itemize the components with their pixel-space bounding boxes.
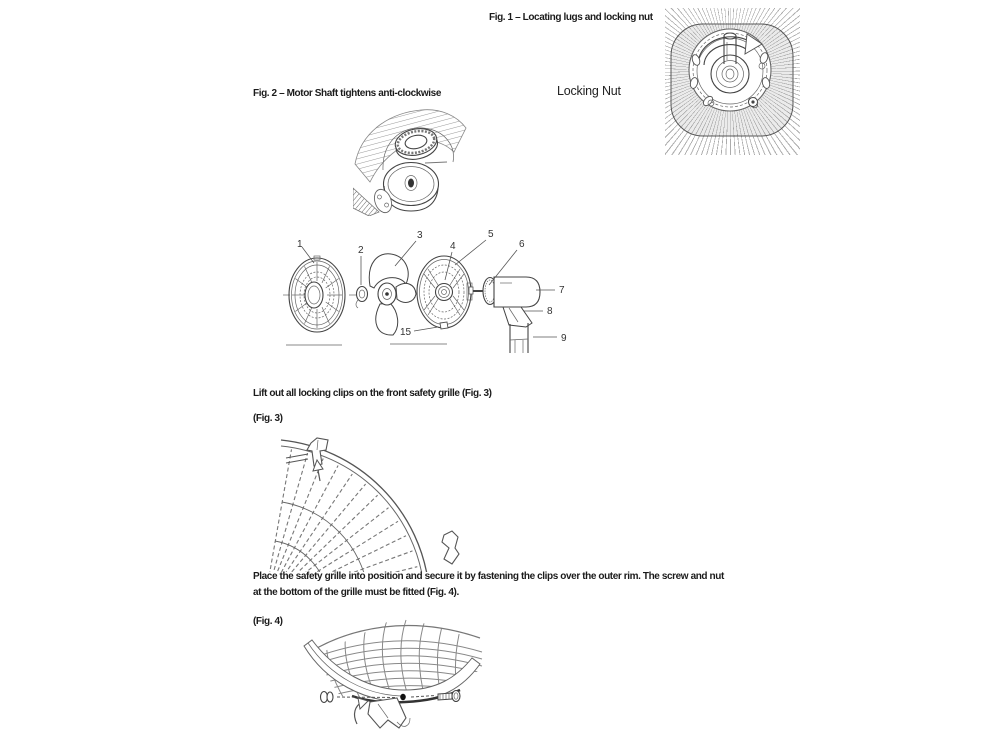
exploded-diagram bbox=[283, 224, 578, 356]
part-label-1: 1 bbox=[297, 239, 303, 250]
part-label-4: 4 bbox=[450, 241, 456, 252]
lift-arrow bbox=[355, 698, 368, 724]
motor-support-part bbox=[503, 307, 532, 353]
fig1-hub-illustration bbox=[665, 8, 800, 155]
fig2-caption: Fig. 2 – Motor Shaft tightens anti-clockwise bbox=[253, 88, 441, 99]
grille-spokes bbox=[269, 449, 420, 572]
fig3-grille-illustration bbox=[258, 437, 468, 572]
rim-hole bbox=[400, 694, 406, 700]
fig3-label: (Fig. 3) bbox=[253, 413, 283, 424]
fig3-drawing bbox=[258, 437, 468, 572]
fig1-caption: Fig. 1 – Locating lugs and locking nut bbox=[489, 12, 653, 23]
part-label-6: 6 bbox=[519, 239, 525, 250]
part-label-9: 9 bbox=[561, 333, 567, 344]
part-label-2: 2 bbox=[358, 245, 364, 256]
part-label-3: 3 bbox=[417, 230, 423, 241]
part-label-5: 5 bbox=[488, 229, 494, 240]
instruction-paragraph-2-line2: at the bottom of the grille must be fitted (Fig. 4). bbox=[253, 587, 459, 598]
fig2-drawing bbox=[353, 108, 471, 216]
fig4-drawing bbox=[300, 616, 485, 738]
rear-grille-part bbox=[417, 256, 472, 329]
front-grille-part bbox=[283, 256, 345, 332]
locking-nut-label: Locking Nut bbox=[557, 84, 621, 98]
exploded-fan-illustration bbox=[283, 224, 578, 356]
locking-nut-part bbox=[349, 287, 368, 309]
top-locking-clip bbox=[307, 438, 328, 481]
fig1-drawing bbox=[665, 8, 800, 155]
fan-blade-part bbox=[369, 254, 416, 335]
part-label-7: 7 bbox=[559, 285, 565, 296]
instruction-paragraph-1: Lift out all locking clips on the front safety grille (Fig. 3) bbox=[253, 388, 492, 399]
fig2-shaft-illustration bbox=[353, 108, 471, 216]
nut bbox=[321, 692, 334, 703]
bottom-locking-clip bbox=[442, 531, 459, 564]
part-label-8: 8 bbox=[547, 306, 553, 317]
fig4-screw-nut-illustration bbox=[300, 616, 485, 738]
instruction-paragraph-2-line1: Place the safety grille into position and secure it by fastening the clips over the outer rim. The screw and nut bbox=[253, 571, 724, 582]
part-label-15: 15 bbox=[400, 327, 412, 338]
fig4-label: (Fig. 4) bbox=[253, 616, 283, 627]
